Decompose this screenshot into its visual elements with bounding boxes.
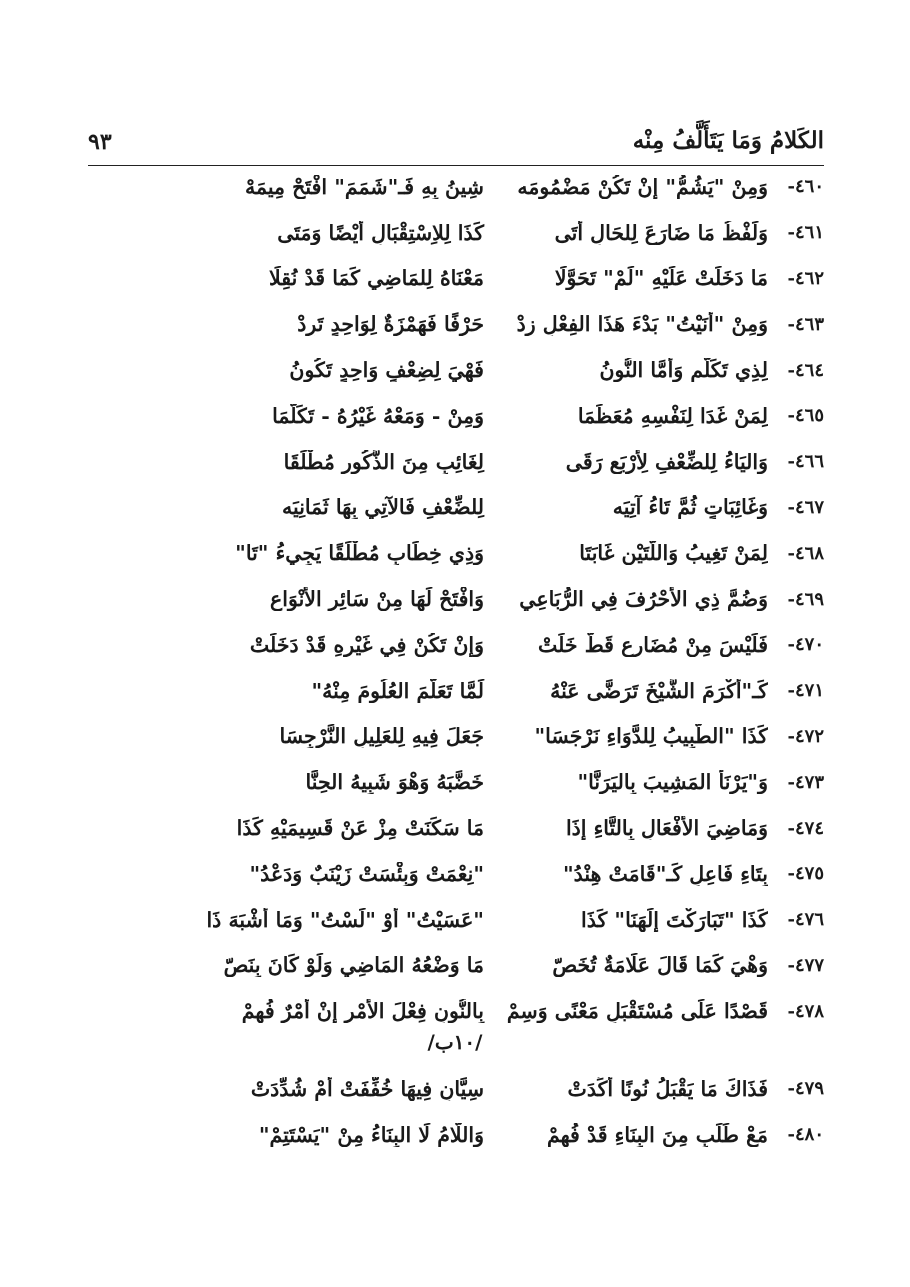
verse-line bbox=[88, 164, 824, 210]
verse-number: ٤٧٤- bbox=[787, 817, 824, 839]
verse-second-hemistich: خَضَّبَهُ وَهْوَ شَبِيهُ الحِنَّا bbox=[305, 770, 484, 795]
verse-line bbox=[88, 393, 824, 439]
verse-number: ٤٧٣- bbox=[787, 771, 824, 793]
verse-number: ٤٦٨- bbox=[787, 542, 824, 564]
verse-first-hemistich: وَمِنْ "أَنَيْتُ" بَدْءَ هَذَا الفِعْلِ زِدْ bbox=[516, 312, 768, 337]
verse-second-hemistich: سِيَّانِ فِيهَا خُفِّفَتْ أَمْ شُدِّدَتْ bbox=[250, 1076, 484, 1101]
verse-second-hemistich: جَعَلَ فِيهِ لِلعَلِيلِ النَّرْجِسَا bbox=[279, 724, 484, 749]
verse-number: ٤٦٠- bbox=[787, 176, 824, 198]
verse-first-hemistich: فَلَيْسَ مِنْ مُضَارِعٍ قَطُّ خَلَتْ bbox=[537, 632, 768, 657]
verse-number: ٤٧١- bbox=[787, 680, 824, 702]
verse-number: ٤٦٥- bbox=[787, 405, 824, 427]
verse-first-hemistich: وَلَفْظُ مَا ضَارَعَ لِلحَالِ أَتَى bbox=[554, 220, 768, 245]
verse-line bbox=[88, 943, 824, 989]
verse-line bbox=[88, 714, 824, 760]
verse-first-hemistich: وَضُمَّ ذِي الأَحْرُفَ فِي الرُّبَاعِي bbox=[519, 587, 768, 612]
verse-number: ٤٧٥- bbox=[787, 863, 824, 885]
verse-second-hemistich: شِينُ بِهِ فَـ"شَمَمَ" افْتَحْ مِيمَهْ bbox=[245, 174, 484, 199]
verse-line bbox=[88, 1066, 824, 1112]
verse-number: ٤٨٠- bbox=[787, 1124, 824, 1146]
verse-number: ٤٦٧- bbox=[787, 496, 824, 518]
folio-marker: /١٠ب/ bbox=[427, 1030, 483, 1054]
page-header bbox=[88, 125, 824, 166]
verse-line bbox=[88, 301, 824, 347]
verse-line bbox=[88, 347, 824, 393]
verse-first-hemistich: وَمِنْ "يَشُمُّ" إِنْ تَكُنْ مَضْمُومَه bbox=[517, 174, 768, 199]
verse-first-hemistich: وَمَاضِيَ الأَفْعَالِ بِالتَّاءِ إِذَا bbox=[565, 816, 768, 841]
verse-number: ٤٧٩- bbox=[787, 1078, 824, 1100]
verse-number: ٤٧٦- bbox=[787, 909, 824, 931]
verse-second-hemistich: فَهْيَ لِضِعْفٍ وَاحِدٍ تَكُونُ bbox=[289, 358, 484, 383]
verse-line bbox=[88, 256, 824, 302]
verse-first-hemistich: مَعْ طَلَبٍ مِنَ البِنَاءِ قَدْ فُهِمْ bbox=[546, 1122, 768, 1147]
verse-line bbox=[88, 759, 824, 805]
verse-line bbox=[88, 988, 824, 1034]
verse-number: ٤٧٧- bbox=[787, 954, 824, 976]
verse-second-hemistich: وَافْتَحْ لَهَا مِنْ سَائِرِ الأَنْوَاعِ bbox=[270, 587, 484, 612]
verse-line bbox=[88, 485, 824, 531]
verse-second-hemistich: "عَسَيْتُ" أَوْ "لَسْتُ" وَمَا أَشْبَهَ ذَا bbox=[206, 907, 484, 932]
verse-first-hemistich: لِمَنْ غَدَا لِنَفْسِهِ مُعَظِّمَا bbox=[577, 403, 768, 428]
running-header-title: الكَلامُ وَمَا يَتَأَلَّفُ مِنْه bbox=[632, 127, 824, 154]
verse-line bbox=[88, 530, 824, 576]
verse-first-hemistich: بِتَاءِ فَاعِلٍ كَـ"قَامَتْ هِنْدُ" bbox=[562, 861, 768, 886]
verse-block-upper bbox=[88, 164, 824, 1034]
verse-second-hemistich: لِغَائِبٍ مِنَ الذُّكُورِ مُطْلَقَا bbox=[283, 449, 484, 474]
verse-first-hemistich: وَ"يَرْنَأُ المَشِيبَ بِاليَرَنَّا" bbox=[577, 770, 768, 795]
verse-first-hemistich: فَذَاكَ مَا يَقْبَلُ نُونًا أُكِّدَتْ bbox=[567, 1076, 768, 1101]
verse-number: ٤٦٢- bbox=[787, 267, 824, 289]
verse-second-hemistich: وَإِنْ تَكُنْ فِي غَيْرِهِ قَدْ دَخَلَتْ bbox=[249, 632, 484, 657]
verse-first-hemistich: وَهْيَ كَمَا قَالَ عَلَامَةٌ تُخَصّ bbox=[552, 953, 768, 978]
verse-second-hemistich: مَا وَضْعُهُ المَاضِي وَلَوْ كَانَ بِنَصّ bbox=[223, 953, 484, 978]
verse-block-lower bbox=[88, 1066, 824, 1158]
verse-line bbox=[88, 210, 824, 256]
verse-second-hemistich: "نِعْمَتْ وَبِئْسَتْ زَيْنَبٌ وَدَعْدُ" bbox=[249, 861, 484, 886]
verse-first-hemistich: لِذِي تَكَلُّمٍ وَأَمَّا النُّونُ bbox=[599, 358, 768, 383]
verse-number: ٤٧٠- bbox=[787, 634, 824, 656]
verse-second-hemistich: بِالنُّونِ فِعْلَ الأَمْرِ إِنْ أَمْرٌ فُهِمْ bbox=[241, 999, 484, 1024]
verse-line bbox=[88, 1112, 824, 1158]
verse-number: ٤٦٦- bbox=[787, 451, 824, 473]
verse-line bbox=[88, 805, 824, 851]
verse-line bbox=[88, 851, 824, 897]
verse-line bbox=[88, 576, 824, 622]
verse-number: ٤٦٤- bbox=[787, 359, 824, 381]
verse-second-hemistich: وَاللَّامُ لَا البِنَاءُ مِنْ "يَسْتَتِمْ" bbox=[258, 1122, 484, 1147]
verse-first-hemistich: كَذَا "الطَّبِيبُ لِلدَّوَاءِ نَرْجَسَا" bbox=[534, 724, 768, 749]
verse-number: ٤٦٩- bbox=[787, 588, 824, 610]
verse-first-hemistich: كَذَا "تَبَارَكْتَ إِلَهَنَا" كَذَا bbox=[581, 907, 768, 932]
verse-line bbox=[88, 622, 824, 668]
verse-first-hemistich: وَاليَاءُ لِلضِّعْفِ لِأَرْبَعٍ رَقَى bbox=[565, 449, 768, 474]
verse-first-hemistich: وَغَائِبَاتٍ ثُمَّ تَاءُ آتِيَه bbox=[612, 495, 768, 520]
verse-first-hemistich: لِمَنْ تَغِيبُ وَاللَّتَيْنِ غَابَتَا bbox=[579, 541, 768, 566]
verse-second-hemistich: كَذَا لِلاِسْتِقْبَالِ أَيْضًا وَمَتَى bbox=[277, 220, 484, 245]
verse-second-hemistich: وَمِنْ - وَمَعْهُ غَيْرُهُ - تَكَلَّمَا bbox=[272, 403, 484, 428]
verse-second-hemistich: حَرْفًا فَهَمْزَةٌ لِوَاحِدٍ تَرِدْ bbox=[297, 312, 484, 337]
page-number: ٩٣ bbox=[88, 129, 112, 155]
verse-line bbox=[88, 668, 824, 714]
verse-second-hemistich: لِلضِّعْفِ فَالآتِي بِهَا ثَمَانِيَه bbox=[282, 495, 484, 520]
verse-first-hemistich: كَـ"أَكْرَمَ الشَّيْخَ تَرَضَّى عَنْهُ bbox=[550, 678, 768, 703]
verse-second-hemistich: وَذِي خِطَابٍ مُطْلَقًا يَجِيءُ "تَا" bbox=[235, 541, 484, 566]
verse-line bbox=[88, 897, 824, 943]
verse-number: ٤٦١- bbox=[787, 222, 824, 244]
verse-number: ٤٦٣- bbox=[787, 313, 824, 335]
verse-number: ٤٧٢- bbox=[787, 725, 824, 747]
verse-first-hemistich: مَا دَخَلَتْ عَلَيْهِ "لَمْ" تَحَوَّلَا bbox=[554, 266, 768, 291]
verse-second-hemistich: مَعْنَاهُ لِلمَاضِي كَمَا قَدْ نُقِلَا bbox=[269, 266, 484, 291]
verse-number: ٤٧٨- bbox=[787, 1000, 824, 1022]
verse-first-hemistich: قَصْدًا عَلَى مُسْتَقْبَلٍ مَعْنًى وَسِمْ bbox=[506, 999, 768, 1024]
verse-second-hemistich: لَمَّا تَعَلَّمَ العُلُومَ مِنْهُ" bbox=[311, 678, 484, 703]
verse-second-hemistich: مَا سَكَنَتْ مِزْ عَنْ قَسِيمَيْهِ كَذَا bbox=[236, 816, 484, 841]
verse-line bbox=[88, 439, 824, 485]
